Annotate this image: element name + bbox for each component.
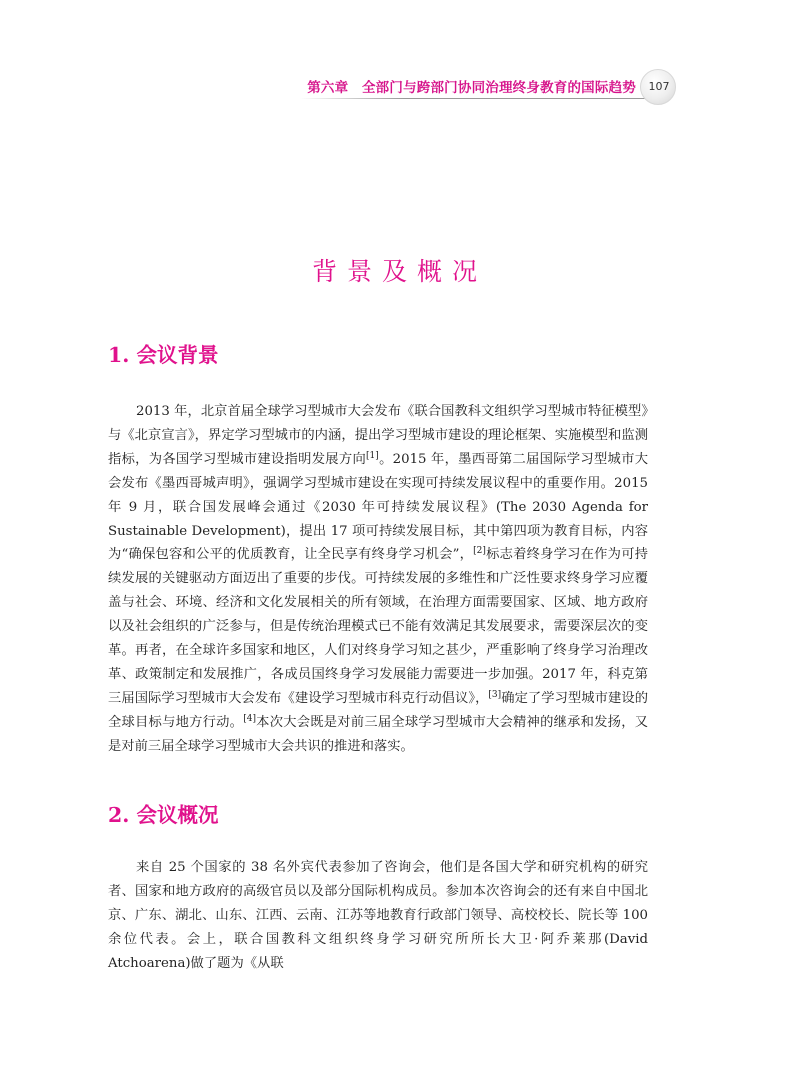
paragraph-text: 。2015 年，墨西哥第二届国际学习型城市大会发布《墨西哥城声明》，强调学习型城市建设在实现可持续发展议程中的重要作用。2015 年 9 月，联合国发展峰会通过《2030 年可持续发展议程》(The 2030 Agenda for Sustainable Development)，提出 17 项可持续发展目标，其中第四项为教育目标，内容为“确保包容和公平的优质教育，让全民享有终身学习机会”， bbox=[108, 451, 648, 563]
paragraph-text: 本次大会既是对前三届全球学习型城市大会精神的继承和发扬，又是对前三届全球学习型城市大会共识的推进和落实。 bbox=[108, 714, 649, 754]
paragraph-text: 标志着终身学习在作为可持续发展的关键驱动方面迈出了重要的步伐。可持续发展的多维性和广泛性要求终身学习应覆盖与社会、环境、经济和文化发展相关的所有领域，在治理方面需要国家、区域、地方政府以及社会组织的广泛参与，但是传统治理模式已不能有效满足其发展要求，需要深层次的变革。再者，在全球许多国家和地区，人们对终身学习知之甚少，严重影响了终身学习治理改革、政策制定和发展推广，各成员国终身学习发展能力需要进一步加强。2017 年，科克第三届国际学习型城市大会发布《建设学习型城市科克行动倡议》， bbox=[108, 547, 648, 706]
paragraph-background bbox=[108, 400, 648, 759]
paragraph-overview: 来自 25 个国家的 38 名外宾代表参加了咨询会，他们是各国大学和研究机构的研究者、国家和地方政府的高级官员以及部分国际机构成员。参加本次咨询会的还有来自中国北京、广东、湖北、山东、江西、云南、江苏等地教育行政部门领导、高校校长、院长等 100 余位代表。会上，联合国教科文组织终身学习研究所所长大卫·阿乔莱那(David Atchoarena)做了题为《从联 bbox=[108, 860, 648, 971]
header-rule bbox=[300, 98, 650, 99]
citation-ref-2: [2] bbox=[473, 546, 486, 557]
section-heading-overview: 2. 会议概况 bbox=[108, 803, 219, 827]
paragraph-text: 确定了学习型城市建设的全球目标与地方行动。 bbox=[108, 690, 648, 730]
citation-ref-3: [3] bbox=[488, 689, 502, 700]
citation-ref-4: [4] bbox=[243, 713, 256, 724]
running-header-chapter-title: 第六章 全部门与跨部门协同治理终身教育的国际趋势 bbox=[307, 80, 636, 96]
citation-ref-1: [1] bbox=[366, 450, 379, 461]
section-heading-background: 1. 会议背景 bbox=[108, 343, 219, 367]
paragraph-text: 2013 年，北京首届全球学习型城市大会发布《联合国教科文组织学习型城市特征模型》与《北京宣言》，界定学习型城市的内涵，提出学习型城市建设的理论框架、实施模型和监测指标，为各国学习型城市建设指明发展方向 bbox=[108, 404, 648, 467]
page-number: 107 bbox=[648, 80, 670, 93]
page-number-badge bbox=[640, 69, 676, 105]
page-title: 背景及概况 bbox=[311, 257, 487, 286]
